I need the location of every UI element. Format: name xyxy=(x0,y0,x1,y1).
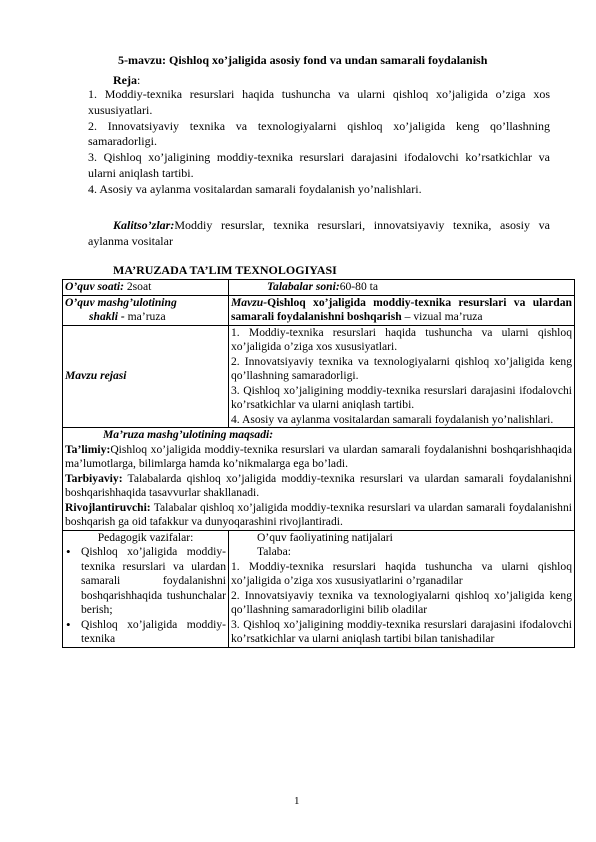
table-row xyxy=(63,325,575,428)
form-line2 xyxy=(65,310,226,325)
students-cell xyxy=(229,280,575,296)
plan-item: 2. Innovatsiyaviy texnika va texnologiyalarni qishloq xo’jaligida keng qo’llashning samaradorligi. xyxy=(88,118,550,149)
plan-label-cell xyxy=(63,325,229,428)
learning-results-subtitle: Talaba: xyxy=(257,545,291,558)
lecture-technology-table xyxy=(62,279,575,648)
topic-plan-item: 2. Innovatsiyaviy texnika va texnologiyalarni qishloq xo’jaligida keng qo’llashning samaradorligi. xyxy=(231,354,572,382)
learning-result-item: 1. Moddiy-texnika resurslari haqida tushuncha va ularni qishloq xo’jaligida o’ziga xos xususiyatlarini o’rganadilar xyxy=(231,559,572,587)
table-row xyxy=(63,428,575,531)
goal-developmental xyxy=(65,501,572,530)
keywords-paragraph xyxy=(88,218,550,250)
goal-developmental-text: Talabalar qishloq xo’jaligida moddiy-texnika resurslari va ulardan samarali foydalanishni boshqarish ga oid tafakkur va dunyoqarashini rivojlantiradi. xyxy=(65,500,572,528)
lecture-heading: 5-mavzu: Qishloq xo’jaligida asosiy fond va undan samarali foydalanish xyxy=(118,53,488,67)
form-label-2: shakli - xyxy=(89,310,125,323)
topic-plan-item: 4. Asosiy va aylanma vositalardan samarali foydalanish yo’nalishlari. xyxy=(231,412,554,426)
students-value: 60-80 ta xyxy=(339,280,379,293)
hours-cell xyxy=(63,280,229,296)
form-label: O’quv mashg’ulotining xyxy=(65,295,177,309)
form-cell xyxy=(63,295,229,325)
plan-item: 3. Qishloq xo’jaligining moddiy-texnika resurslari darajasini ifodalovchi ko’rsatkichlar va ularni aniqlash tartibi. xyxy=(88,150,550,180)
pedagogical-tasks-cell xyxy=(63,530,229,647)
students-label: Talabalar soni: xyxy=(267,280,340,293)
learning-result-item: 2. Innovatsiyaviy texnika va texnologiyalarni qishloq xo’jaligida keng qo’llashning samaradorligini bilib oladilar xyxy=(231,588,572,616)
keywords-label: Kalitso’zlar: xyxy=(113,218,175,232)
form-value: ma’ruza xyxy=(124,310,166,323)
goal-educational-label: Ta’limiy: xyxy=(65,442,111,456)
topic-suffix: – vizual ma’ruza xyxy=(401,310,483,323)
topic-plan-item: 1. Moddiy-texnika resurslari haqida tushuncha va ularni qishloq xo’jaligida o’ziga xos xususiyatlari. xyxy=(231,325,572,353)
goals-title: Ma’ruza mashg’ulotining maqsadi: xyxy=(103,428,274,441)
table-row xyxy=(63,530,575,647)
keywords-text: Moddiy resurslar, texnika resurslari, innovatsiyaviy texnika, asosiy va aylanma vositalar xyxy=(88,218,550,248)
goal-educational xyxy=(65,443,572,472)
learning-results-title: O’quv faoliyatining natijalari xyxy=(257,530,393,544)
plan-label-text: Reja xyxy=(113,73,137,87)
technology-title: MA’RUZADA TA’LIM TEXNOLOGIYASI xyxy=(113,263,337,277)
pedagogical-task-item: • Qishloq xo’jaligida moddiy-texnika xyxy=(65,618,226,647)
topic-plan-label: Mavzu rejasi xyxy=(65,369,127,382)
page-number: 1 xyxy=(294,795,300,807)
plan-item: 1. Moddiy-texnika resurslari haqida tushuncha va ularni qishloq xo’jaligida o’ziga xos xususiyatlari. xyxy=(88,87,550,117)
hours-value: 2soat xyxy=(123,280,152,293)
pedagogical-tasks-title: Pedagogik vazifalar: xyxy=(97,530,194,544)
learning-result-item: 3. Qishloq xo’jaligining moddiy-texnika resurslari darajasini ifodalovchi ko’rsatkichlar va ularni aniqlash tartibi bilan tanishadilar xyxy=(231,617,572,645)
goal-upbringing-text: Talabalarda qishloq xo’jaligida moddiy-texnika resurslari va ulardan samarali foydalanishni boshqarishhaqida tasavvurlar shakllanadi. xyxy=(65,471,572,499)
goal-developmental-label: Rivojlantiruvchi: xyxy=(65,500,151,514)
learning-results-cell xyxy=(229,530,575,647)
hours-label: O’quv soati: xyxy=(65,280,124,293)
plan-item: 4. Asosiy va aylanma vositalardan samarali foydalanish yo’nalishlari. xyxy=(88,181,422,196)
goal-upbringing-label: Tarbiyaviy: xyxy=(65,471,123,485)
goal-educational-text: Qishloq xo’jaligida moddiy-texnika resurslari va ulardan samarali foydalanishni boshqarishhaqida ma’lumotlarga, bilimlarga hamda ko’nikmalarga ega bo’ladi. xyxy=(65,442,572,470)
goals-cell xyxy=(63,428,575,531)
goal-upbringing xyxy=(65,472,572,501)
table-row xyxy=(63,280,575,296)
topic-cell xyxy=(229,295,575,325)
plan-label xyxy=(113,73,140,88)
topic-plan-cell xyxy=(229,325,575,428)
topic-prefix: Mavzu- xyxy=(231,295,268,309)
topic-title: Qishloq xo’jaligida moddiy-texnika resurslari va ulardan samarali foydalanishni boshqarish xyxy=(231,295,572,323)
topic-plan-item: 3. Qishloq xo’jaligining moddiy-texnika resurslari darajasini ifodalovchi ko’rsatkichlar va ularni aniqlash tartibi. xyxy=(231,383,572,411)
plan-label-colon: : xyxy=(137,73,141,87)
table-row xyxy=(63,295,575,325)
pedagogical-task-item: • Qishloq xo’jaligida moddiy-texnika resurslari va ulardan samarali foydalanishni boshqarishhaqida tushunchalar berish; xyxy=(65,545,226,618)
plan-list xyxy=(88,87,550,198)
